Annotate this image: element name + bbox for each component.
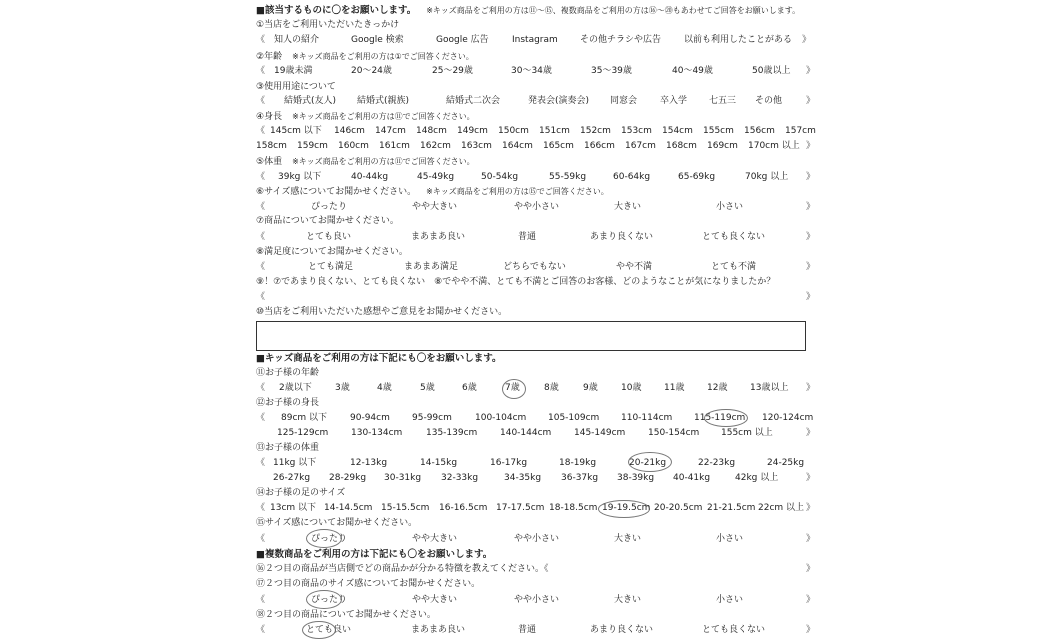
q1-option[interactable]: 知人の紹介 (274, 35, 320, 45)
q4-option[interactable]: 152cm (580, 126, 611, 136)
q11-option[interactable]: 13歳以上 (750, 383, 789, 393)
q11-open-bracket: 《 (256, 383, 266, 393)
q5-option[interactable]: 39kg 以下 (278, 172, 322, 182)
handwritten-circle-mark (302, 621, 336, 639)
q13-option[interactable]: 12-13kg (350, 458, 388, 468)
q5-option[interactable]: 70kg 以上 (745, 172, 789, 182)
q6-label: ⑥サイズ感についてお聞かせください。 (256, 187, 417, 197)
q4-open-bracket: 《 (256, 126, 266, 136)
q15-label: ⑮サイズ感についてお聞かせください。 (256, 518, 418, 528)
q4-option[interactable]: 161cm (379, 141, 410, 151)
q1-option[interactable]: 以前も利用したことがある (684, 35, 793, 45)
q14-open-bracket: 《 (256, 503, 266, 513)
q2-option[interactable]: 50歳以上 (752, 66, 791, 76)
q5-option[interactable]: 60-64kg (613, 172, 651, 182)
q12-option[interactable]: 105-109cm (548, 413, 600, 423)
q5-label-line (256, 156, 475, 168)
q12-option[interactable]: 115-119cm (694, 413, 746, 423)
q11-option[interactable]: 5歳 (420, 383, 435, 393)
q12-option[interactable]: 110-114cm (621, 413, 673, 423)
q4-note: ※キッズ商品をご利用の方は⑪でご回答ください。 (292, 112, 475, 121)
q4-option[interactable]: 164cm (502, 141, 533, 151)
q11-label: ⑪お子様の年齢 (256, 368, 320, 378)
q4-option[interactable]: 160cm (338, 141, 369, 151)
q9-label: ⑨！⑦であまり良くない、とても良くない ⑧でやや不満、とても不満とご回答のお客様、どのようなことが気になりましたか？ (256, 277, 776, 287)
q16-label: ⑯２つ目の商品が当店側でどの商品かが分かる特徴を教えてください。《 (256, 564, 549, 574)
q14-option[interactable]: 21-21.5cm (707, 503, 756, 513)
q8-option[interactable]: とても不満 (711, 262, 757, 272)
q4-option[interactable]: 153cm (621, 126, 652, 136)
q1-option[interactable]: その他チラシや広告 (580, 35, 662, 45)
q13-close-bracket: 》 (806, 473, 816, 483)
q17-option[interactable]: 大きい (614, 595, 642, 605)
q6-option[interactable]: 小さい (716, 202, 744, 212)
q13-option[interactable]: 14-15kg (420, 458, 458, 468)
q3-option[interactable]: その他 (755, 96, 783, 106)
q14-option[interactable]: 16-16.5cm (439, 503, 488, 513)
q4-close-bracket: 》 (806, 141, 816, 151)
q3-option[interactable]: 結婚式(友人) (284, 96, 337, 106)
q17-option[interactable]: やや小さい (514, 595, 560, 605)
multi-section-title: ■複数商品をご利用の方は下記にも〇をお願いします。 (256, 549, 493, 560)
q4-option[interactable]: 165cm (543, 141, 574, 151)
q13-option[interactable]: 22-23kg (698, 458, 736, 468)
q11-option[interactable]: 3歳 (335, 383, 350, 393)
handwritten-circle-mark (306, 529, 342, 548)
q4-option[interactable]: 159cm (297, 141, 328, 151)
q13-option[interactable]: 16-17kg (490, 458, 528, 468)
page-title: ■該当するものに〇をお願いします。 (256, 5, 417, 16)
q10-label: ⑩当店をご利用いただいた感想やご意見をお聞かせください。 (256, 307, 508, 317)
q15-option[interactable]: やや大きい (412, 534, 458, 544)
q7-option[interactable]: あまり良くない (590, 232, 654, 242)
q14-option[interactable]: 14-14.5cm (324, 503, 373, 513)
kids-section-title: ■キッズ商品をご利用の方は下記にも〇をお願いします。 (256, 353, 502, 364)
q1-label: ①当店をご利用いただいたきっかけ (256, 20, 400, 30)
q11-option[interactable]: 10歳 (621, 383, 642, 393)
q15-option[interactable]: 小さい (716, 534, 744, 544)
q7-option[interactable]: まあまあ良い (411, 232, 466, 242)
handwritten-circle-mark (502, 379, 526, 399)
q6-option[interactable]: やや小さい (514, 202, 560, 212)
q1-option[interactable]: Instagram (512, 35, 558, 45)
q8-option[interactable]: とても満足 (308, 262, 354, 272)
q3-option[interactable]: 同窓会 (610, 96, 638, 106)
q4-option[interactable]: 146cm (334, 126, 365, 136)
q5-option[interactable]: 50-54kg (481, 172, 519, 182)
q2-option[interactable]: 25〜29歳 (432, 66, 473, 76)
q18-option[interactable]: とても良い (306, 625, 352, 635)
q18-label: ⑱２つ目の商品についてお聞かせください。 (256, 610, 436, 620)
q12-close-bracket: 》 (806, 428, 816, 438)
q4-option[interactable]: 157cm (785, 126, 816, 136)
q12-option[interactable]: 150-154cm (648, 428, 700, 438)
q4-option[interactable]: 149cm (457, 126, 488, 136)
q12-option[interactable]: 140-144cm (500, 428, 552, 438)
q5-option[interactable]: 45-49kg (417, 172, 455, 182)
q9-close-bracket: 》 (806, 292, 816, 302)
q14-label: ⑭お子様の足のサイズ (256, 488, 346, 498)
q14-option[interactable]: 13cm 以下 (270, 503, 317, 513)
q18-open-bracket: 《 (256, 625, 266, 635)
survey-header (256, 5, 800, 17)
q13-option[interactable]: 30-31kg (384, 473, 422, 483)
q4-option[interactable]: 170cm 以上 (748, 141, 800, 151)
q4-option[interactable]: 169cm (707, 141, 738, 151)
q13-option[interactable]: 26-27kg (273, 473, 311, 483)
q1-close-bracket: 》 (802, 35, 812, 45)
q12-option[interactable]: 100-104cm (475, 413, 527, 423)
q15-open-bracket: 《 (256, 534, 266, 544)
q4-option[interactable]: 151cm (539, 126, 570, 136)
q13-option[interactable]: 40-41kg (673, 473, 711, 483)
q1-option[interactable]: Google 広告 (436, 35, 489, 45)
q9-open-bracket: 《 (256, 292, 266, 302)
q2-close-bracket: 》 (806, 66, 816, 76)
q8-close-bracket: 》 (806, 262, 816, 272)
q4-option[interactable]: 155cm (703, 126, 734, 136)
q3-option[interactable]: 七五三 (709, 96, 737, 106)
q17-close-bracket: 》 (806, 595, 816, 605)
q7-label: ⑦商品についてお聞かせください。 (256, 216, 399, 226)
q18-option[interactable]: まあまあ良い (411, 625, 466, 635)
q4-option[interactable]: 154cm (662, 126, 693, 136)
q3-option[interactable]: 結婚式二次会 (446, 96, 501, 106)
q12-open-bracket: 《 (256, 413, 266, 423)
q5-option[interactable]: 55-59kg (549, 172, 587, 182)
handwritten-circle-mark (628, 452, 672, 472)
q12-option[interactable]: 130-134cm (351, 428, 403, 438)
q17-option[interactable]: ぴったり (311, 595, 348, 605)
q7-close-bracket: 》 (806, 232, 816, 242)
q14-option[interactable]: 22cm 以上 (758, 503, 805, 513)
q11-option[interactable]: 12歳 (707, 383, 728, 393)
q6-option[interactable]: ぴったり (311, 202, 348, 212)
q4-option[interactable]: 148cm (416, 126, 447, 136)
q11-option[interactable]: 9歳 (583, 383, 598, 393)
q7-option[interactable]: とても良くない (702, 232, 766, 242)
q4-option[interactable]: 158cm (256, 141, 287, 151)
q2-note: ※キッズ商品をご利用の方は①でご回答ください。 (292, 52, 474, 61)
q13-option[interactable]: 28-29kg (329, 473, 367, 483)
q4-option[interactable]: 166cm (584, 141, 615, 151)
q4-option[interactable]: 162cm (420, 141, 451, 151)
q7-open-bracket: 《 (256, 232, 266, 242)
q18-option[interactable]: あまり良くない (590, 625, 654, 635)
q11-option[interactable]: 6歳 (462, 383, 477, 393)
q4-option[interactable]: 167cm (625, 141, 656, 151)
q11-option[interactable]: 7歳 (505, 383, 520, 393)
q2-option[interactable]: 35〜39歳 (591, 66, 632, 76)
q15-option[interactable]: 大きい (614, 534, 642, 544)
q2-option[interactable]: 40〜49歳 (672, 66, 713, 76)
q14-option[interactable]: 19-19.5cm (602, 503, 651, 513)
q4-option[interactable]: 163cm (461, 141, 492, 151)
q8-option[interactable]: まあまあ満足 (404, 262, 459, 272)
header-note: ※キッズ商品をご利用の方は⑪〜⑮、複数商品をご利用の方は⑯〜⑳もあわせてご回答をお願いします。 (426, 6, 801, 15)
q14-option[interactable]: 15-15.5cm (381, 503, 430, 513)
q12-option[interactable]: 90-94cm (350, 413, 390, 423)
q13-option[interactable]: 32-33kg (441, 473, 479, 483)
q17-open-bracket: 《 (256, 595, 266, 605)
q11-option[interactable]: 4歳 (377, 383, 392, 393)
q12-option[interactable]: 89cm 以下 (281, 413, 328, 423)
q6-option[interactable]: やや大きい (412, 202, 458, 212)
q13-option[interactable]: 24-25kg (767, 458, 805, 468)
q14-option[interactable]: 18-18.5cm (549, 503, 598, 513)
q13-option[interactable]: 34-35kg (504, 473, 542, 483)
q5-note: ※キッズ商品をご利用の方は⑪でご回答ください。 (292, 157, 475, 166)
q4-label-line (256, 111, 475, 123)
q7-option[interactable]: 普通 (518, 232, 537, 242)
q2-option[interactable]: 20〜24歳 (351, 66, 392, 76)
q2-open-bracket: 《 (256, 66, 266, 76)
q6-note: ※キッズ商品をご利用の方は⑮でご回答ください。 (426, 187, 609, 196)
q12-option[interactable]: 135-139cm (426, 428, 478, 438)
q13-option[interactable]: 11kg 以下 (273, 458, 317, 468)
q3-open-bracket: 《 (256, 96, 266, 106)
q13-option[interactable]: 36-37kg (561, 473, 599, 483)
handwritten-circle-mark (704, 409, 748, 427)
q5-option[interactable]: 40-44kg (351, 172, 389, 182)
q11-option[interactable]: 11歳 (664, 383, 685, 393)
q5-close-bracket: 》 (806, 172, 816, 182)
q12-option[interactable]: 155cm 以上 (721, 428, 773, 438)
q17-label: ⑰２つ目の商品のサイズ感についてお聞かせください。 (256, 579, 481, 589)
q11-close-bracket: 》 (806, 383, 816, 393)
q2-label: ②年齢 (256, 52, 283, 62)
q18-option[interactable]: とても良くない (702, 625, 766, 635)
q4-label: ④身長 (256, 112, 283, 122)
q11-option[interactable]: 2歳以下 (279, 383, 312, 393)
q14-option[interactable]: 20-20.5cm (654, 503, 703, 513)
q15-option[interactable]: ぴったり (311, 534, 348, 544)
q4-option[interactable]: 168cm (666, 141, 697, 151)
q3-option[interactable]: 卒入学 (660, 96, 688, 106)
q18-option[interactable]: 普通 (518, 625, 537, 635)
q4-option[interactable]: 156cm (744, 126, 775, 136)
q8-option[interactable]: どちらでもない (503, 262, 566, 272)
q17-option[interactable]: やや大きい (412, 595, 458, 605)
q1-open-bracket: 《 (256, 35, 266, 45)
q13-option[interactable]: 42kg 以上 (735, 473, 779, 483)
q8-option[interactable]: やや不満 (616, 262, 653, 272)
q2-option[interactable]: 30〜34歳 (511, 66, 552, 76)
q18-close-bracket: 》 (806, 625, 816, 635)
q7-option[interactable]: とても良い (306, 232, 352, 242)
q15-close-bracket: 》 (806, 534, 816, 544)
q13-label: ⑬お子様の体重 (256, 443, 320, 453)
q10-comment-box[interactable] (256, 321, 806, 351)
q3-option[interactable]: 結婚式(親族) (357, 96, 410, 106)
q3-option[interactable]: 発表会(演奏会) (528, 96, 590, 106)
q16-close-bracket: 》 (806, 564, 816, 574)
q1-option[interactable]: Google 検索 (351, 35, 404, 45)
q11-option[interactable]: 8歳 (544, 383, 559, 393)
q13-option[interactable]: 38-39kg (617, 473, 655, 483)
handwritten-circle-mark (598, 500, 650, 518)
q2-option[interactable]: 19歳未満 (274, 66, 313, 76)
q12-label: ⑫お子様の身長 (256, 398, 320, 408)
q6-label-line (256, 186, 609, 198)
q14-close-bracket: 》 (806, 503, 816, 513)
q2-label-line (256, 51, 474, 63)
handwritten-circle-mark (306, 590, 342, 609)
q3-label: ③使用用途について (256, 82, 336, 92)
q6-close-bracket: 》 (806, 202, 816, 212)
q12-option[interactable]: 95-99cm (412, 413, 452, 423)
q4-option[interactable]: 145cm 以下 (270, 126, 322, 136)
q5-open-bracket: 《 (256, 172, 266, 182)
q4-option[interactable]: 147cm (375, 126, 406, 136)
q12-option[interactable]: 125-129cm (277, 428, 329, 438)
q14-option[interactable]: 17-17.5cm (496, 503, 545, 513)
q12-option[interactable]: 120-124cm (762, 413, 814, 423)
q4-option[interactable]: 150cm (498, 126, 529, 136)
q13-option[interactable]: 18-19kg (559, 458, 597, 468)
q17-option[interactable]: 小さい (716, 595, 744, 605)
q8-open-bracket: 《 (256, 262, 266, 272)
q8-label: ⑧満足度についてお聞かせください。 (256, 247, 408, 257)
q15-option[interactable]: やや小さい (514, 534, 560, 544)
q5-label: ⑤体重 (256, 157, 283, 167)
q6-option[interactable]: 大きい (614, 202, 642, 212)
q5-option[interactable]: 65-69kg (678, 172, 716, 182)
q12-option[interactable]: 145-149cm (574, 428, 626, 438)
q13-open-bracket: 《 (256, 458, 266, 468)
q3-close-bracket: 》 (806, 96, 816, 106)
q6-open-bracket: 《 (256, 202, 266, 212)
q13-option[interactable]: 20-21kg (629, 458, 667, 468)
